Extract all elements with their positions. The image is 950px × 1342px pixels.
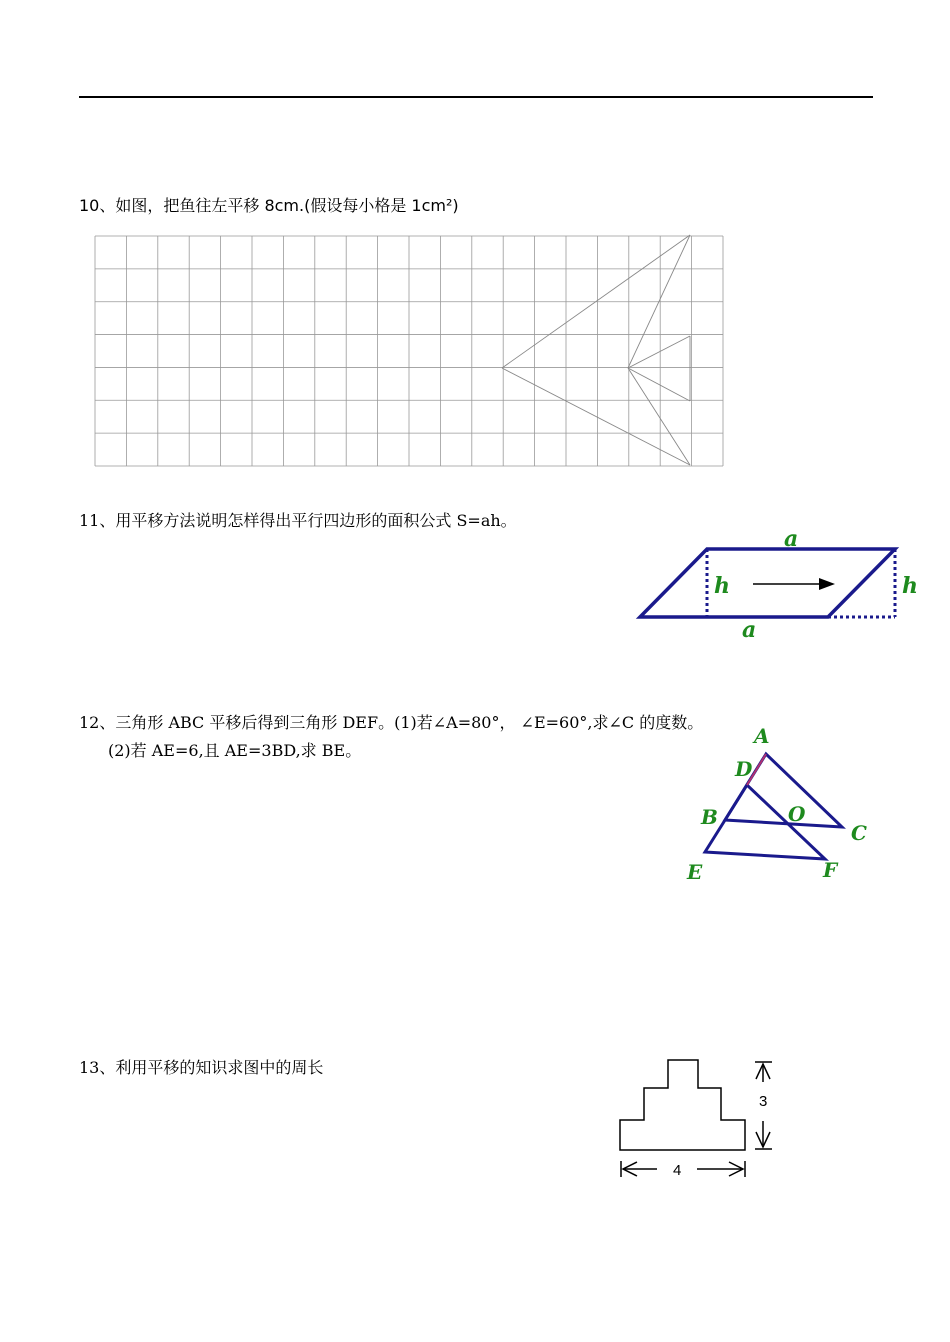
width-dim-label: 4 bbox=[673, 1162, 682, 1179]
arrow-head-icon bbox=[819, 578, 835, 590]
triangles-figure bbox=[685, 722, 885, 892]
question-13-text: 13、利用平移的知识求图中的周长 bbox=[79, 1058, 324, 1077]
point-a-label: A bbox=[754, 724, 770, 748]
stepped-shape-figure bbox=[615, 1055, 785, 1185]
question-11-text: 11、用平移方法说明怎样得出平行四边形的面积公式 S=ah。 bbox=[79, 511, 517, 530]
question-12-line1: 12、三角形 ABC 平移后得到三角形 DEF。(1)若∠A=80°， ∠E=60°,求∠C 的度数。 bbox=[79, 713, 704, 732]
point-e-label: E bbox=[687, 860, 703, 884]
point-d-label: D bbox=[735, 757, 753, 781]
label-h-right: h bbox=[902, 573, 918, 599]
question-12-line2: (2)若 AE=6,且 AE=3BD,求 BE。 bbox=[108, 741, 362, 760]
header-rule bbox=[79, 96, 873, 98]
parallelogram-figure bbox=[635, 526, 935, 643]
label-h-left: h bbox=[714, 573, 730, 599]
label-a-top: a bbox=[784, 526, 799, 552]
parallelogram bbox=[640, 549, 895, 617]
question-10-text: 10、如图，把鱼往左平移 8cm.(假设每小格是 1cm²) bbox=[79, 196, 459, 215]
point-f-label: F bbox=[823, 858, 838, 882]
label-a-bottom: a bbox=[742, 617, 757, 643]
point-c-label: C bbox=[851, 821, 867, 845]
height-dim-label: 3 bbox=[759, 1093, 768, 1110]
point-b-label: B bbox=[701, 805, 718, 829]
fish-outline bbox=[502, 235, 690, 465]
point-o-label: O bbox=[788, 802, 806, 826]
stepped-shape bbox=[620, 1060, 745, 1150]
fish-grid-figure bbox=[94, 235, 724, 467]
